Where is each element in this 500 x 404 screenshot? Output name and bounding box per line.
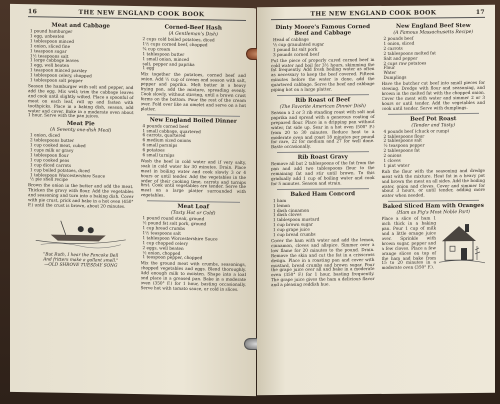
ingredient: 1 tablespoon celery, chopped	[30, 72, 92, 79]
recipe-subtitle: (A Seventy one-dish Meal)	[50, 127, 112, 134]
ingredient: 2 tablespoons melted fat	[383, 50, 436, 56]
right-running-title: THE NEW ENGLAND COOK BOOK	[310, 9, 437, 18]
ingredient: 1 onion, sliced fine	[30, 42, 71, 49]
ingredient: 6 small parsnips	[142, 142, 178, 148]
recipe-body: Mix the ground meat with crumbs, seasonings, chopped vegetables and eggs. Blend thoroughly. Add enough milk to moisten. Shape into a loaf and place in a greased pan. Bake in a moderate oven (350° F.) for 1 hour, basting occasionally. Serve hot with tomato sauce, or cold in slices.	[140, 260, 246, 292]
ingredient: 1 lemon	[273, 202, 291, 208]
ingredient-list	[30, 29, 134, 85]
ingredient: 6 medium sized onions	[142, 137, 192, 144]
ingredient: 1 cloves	[383, 157, 401, 163]
divider	[388, 113, 480, 115]
ingredient: 4 pounds corned beef	[142, 122, 189, 129]
left-page-number: 16	[28, 8, 38, 16]
recipe-title: Corned-Beef Hash	[164, 24, 222, 32]
recipe-title: Baked Ham Concord	[290, 190, 356, 198]
ingredient: ¾ cup cream	[142, 45, 171, 52]
divider	[277, 188, 369, 190]
ingredient: 1 dash cloves	[273, 212, 302, 218]
ingredient: 1 onion, diced	[30, 132, 60, 139]
recipe-body: Cover the ham with water and add the lemon, cinnamon, cloves and allspice. Simmer over a low flame for 20 minutes to the pound. Drain. Remove the skin and cut the fat in a crisscross design. Place in a roasting pan and cover with mustard, bread crumbs and brown sugar. Pour the grape juice over all and bake in a moderate oven (350° F.) for 1 hour, basting frequently. The grape juice gives the ham a delicious flavor and a pleasing reddish hue.	[271, 237, 375, 288]
ingredient: 1 tablespoon minced	[30, 38, 75, 44]
recipe-body: Wash the beef in cold water and if very salty, soak in cold water for 30 minutes. Drain. Place meat in boiling water and cook slowly 3 or 4 hours or until tender. Add the vegetables in the order of their cooking time, carrots and turnips first. Cook until vegetables are tender. Serve the meat on a large platter surrounded with vegetables.	[140, 158, 246, 198]
ingredient-list	[143, 216, 247, 262]
ingredient: Salt and pepper	[383, 55, 418, 61]
ingredient: 2 tablespoons fat	[383, 147, 420, 154]
recipe-subtitle: (Ham as Pig's Most Noble Part)	[396, 210, 470, 217]
ingredient: 1 cup brown sugar	[273, 221, 313, 228]
ingredient: 1 teaspoon sugar	[30, 47, 67, 54]
ingredient: 2 onions	[383, 152, 402, 159]
recipe-title: New England Beef Stew	[395, 23, 471, 30]
ingredient: 6 carrots, quartered	[142, 132, 186, 139]
recipe-body: Put the piece of properly cured corned beef in cold water and boil for 3½ hours, skimming the fat frequently. Add fresh boiling water as often as necessary to keep the beef covered. Fifteen minutes before the water is done, add the quartered cabbage. Serve the beef and cabbage piping hot on a large platter.	[271, 56, 375, 93]
recipe-title: Meat Pie	[66, 121, 95, 128]
ingredient-list	[384, 128, 486, 168]
right-col-2	[382, 21, 486, 392]
ingredient: 1 cup chopped celery	[142, 239, 188, 246]
ingredient-list	[273, 198, 375, 238]
divider	[388, 200, 480, 202]
ingredient: 1 tablespoon flour	[30, 152, 69, 158]
ingredient: 1 pound fat salt pork	[273, 46, 318, 52]
ingredient: 1 cup bread crumbs	[273, 231, 316, 238]
ingredient: 1 pound round steak, ground	[142, 215, 205, 222]
recipe-body: Have the butcher cut beef into small pieces for stewing. Dredge with flour and seasoning, and brown in the melted fat with the chopped onion. Cover the meat with water and simmer 2 or 3 hours or until tender. Add the vegetables and cook until tender. Serve with dumplings.	[381, 80, 485, 111]
ingredient: 4 pounds beef (chuck or rump)	[383, 127, 450, 134]
ingredient: 1 tablespoon butter	[142, 50, 185, 57]
ingredient: 1 large cabbage leaves	[30, 57, 79, 64]
ingredient: Dumplings	[383, 74, 407, 81]
left-col-1	[28, 20, 134, 392]
recipe-title: New England Boiled Dinner	[149, 116, 237, 125]
ingredient-list	[384, 36, 486, 81]
ingredient: 2 tablespoons butter	[30, 137, 74, 144]
ingredient: 1 cup boiled potatoes, diced	[30, 166, 90, 173]
ingredient: 1 egg, unbeaten	[30, 33, 65, 39]
left-running-head	[28, 8, 246, 21]
ingredient: 1 teaspoon minced parsley	[30, 67, 87, 74]
recipe-body: Season the hamburger with salt and pepper, and add the egg. Mix well; trim the cabbage leaves and cook until slightly wilted. Place a spoonful of meat on each leaf, roll up and fasten with toothpicks. Place in a baking dish, season, add water and cover. Bake in a moderate oven about 1 hour. Serve with the pan juices.	[28, 83, 134, 119]
recipe-body: Rub the flour with the seasoning and dredge meat with the mixture. Heat fat in a heavy pot and brown the meat on all sides. Add the boiling water, onion and cloves. Cover and simmer for about 3 hours, or until tender, adding more water when needed.	[381, 167, 485, 199]
left-page	[10, 4, 256, 396]
ingredient: 1 ham	[273, 197, 287, 203]
recipe-title: Beef Pot Roast	[410, 115, 457, 123]
ingredient: 2 cups raw potatoes	[383, 60, 427, 66]
ingredient: 1 small cabbage, quartered	[142, 127, 201, 134]
left-running-title: THE NEW ENGLAND COOK BOOK	[78, 9, 205, 19]
rowboat-icon	[28, 210, 134, 252]
right-running-head	[271, 9, 485, 20]
recipe-title: Rib Roast Gravy	[297, 154, 348, 162]
illustration-caption: "But Ruth, I hear the Pancake Bell And fritters make a gallant smell." —OLD SHROVE TUESDAY SONG	[43, 252, 119, 269]
recipe-subtitle: (Tasty Hot or Cold)	[171, 210, 216, 217]
ingredient: 1 tablespoon Worcestershire Sauce	[30, 171, 106, 179]
recipe-body: Mix together the potatoes, corned beef and onion. Add ½ cup of cream and season with salt, pepper and paprika. Melt butter in a heavy frying pan, add the mixture, spreading evenly. Cook slowly, without stirring, until a brown crust forms on the bottom. Pour the rest of the cream over. Fold over like an omelet and serve on a hot platter.	[140, 71, 246, 112]
recipe-subtitle: (The Favorite American Dinner Dish)	[279, 104, 366, 110]
recipe-subtitle: (A Famous Massachusetts Recipe)	[393, 29, 474, 36]
divider	[147, 200, 241, 203]
ingredient: 1 small onion, minced	[142, 55, 190, 62]
ingredient: 1 cups milk or gravy	[30, 147, 74, 153]
recipe-subtitle: (Tender and Tasty)	[411, 122, 456, 129]
ingredient: 1½ teaspoons salt	[142, 230, 181, 236]
left-col-2	[141, 22, 247, 394]
ingredient-list	[273, 37, 375, 58]
ingredient: 1 cup bread crumbs	[142, 225, 186, 231]
ingredient: 2 cups cold boiled potatoes, diced	[142, 36, 215, 43]
ingredient: 1½ cups corned beef, chopped	[142, 41, 208, 48]
divider	[277, 151, 369, 153]
ingredient: 1 cup cooked peas	[30, 157, 70, 163]
recipe-title: Rib Roast of Beef	[295, 97, 351, 104]
ingredient: 6 small turnips	[142, 152, 175, 158]
ingredient: 1 onion, sliced	[383, 40, 415, 46]
recipe-body: Remove all but 2 tablespoons of the fat from the pan and add two tablespoons flour to the remaining fat and stir until brown. To this gradually add 1 cup of boiling water and cook for 5 minutes. Season and strain.	[271, 160, 375, 186]
ingredient-list	[30, 134, 134, 185]
ingredient: 2 carrots	[383, 45, 403, 51]
recipe-title: Dinty Moore's Famous Corned Beef and Cabbage	[275, 24, 371, 37]
ingredient: 1 tablespoon Worcestershire Sauce	[142, 234, 218, 242]
ingredient: Head of cabbage	[273, 36, 309, 43]
ingredient: ½ pie shell recipe	[30, 176, 68, 183]
ingredient: 2 tablespoons salt	[383, 137, 422, 144]
ingredient: salt, pepper and paprika	[142, 60, 195, 67]
right-page	[257, 5, 495, 395]
ingredient-list	[143, 37, 247, 73]
right-page-number: 17	[475, 8, 485, 16]
rowboat-illustration	[28, 210, 134, 252]
ingredient: 2 tablespoons flour	[383, 132, 425, 139]
ingredient: 1 egg	[142, 65, 155, 71]
ingredient: 1 pound hamburger	[30, 28, 73, 34]
ingredient: 6 potatoes	[142, 147, 165, 153]
ingredient: 1 tablespoon mustard	[273, 216, 320, 223]
ingredient: 1½ teaspoons salt	[30, 52, 69, 59]
recipe-title: Meat and Cabbage	[51, 22, 110, 30]
ingredient: 1 tablespoon salt pepper	[30, 77, 83, 84]
divider	[147, 114, 241, 117]
ingredient: ½ cup granulated sugar	[273, 41, 325, 47]
recipe-body: Season a 2 or 3 rib standing roast with salt and paprika and spread with a generous coating of prepared flour. Place in a dripping pan without water, fat side up. Sear in a hot oven (500° F.) from 20 to 30 minutes. Reduce heat to a moderate oven and roast 18 minutes per pound for rare, 22 for medium and 27 for well done. Baste occasionally.	[271, 108, 375, 150]
ingredient: ½ onion, chopped	[142, 249, 181, 256]
ingredient: 1 pint water	[383, 162, 410, 168]
ingredient: 1 egg, well beaten	[30, 62, 70, 69]
recipe-body: Brown the onion in the butter and add the meat. Thicken the gravy with flour. Add the vegetables and seasoning and turn into a baking dish. Cover with pie crust, prick and bake in a hot oven (450° F.) until the crust is brown, about 20 minutes.	[28, 182, 134, 209]
ingredient: 3 pounds corned beef	[273, 51, 319, 57]
ingredient: Flour	[383, 65, 395, 71]
recipe-body: Place a slice of ham 1 inch thick in a baking pan. Pour 1 cup of milk and a little orange juice over. Sprinkle with brown sugar, pepper and a few cloves. Place a few orange slices on top of the ham and bake from 15 to 20 minutes in a moderate oven (350° F.).	[381, 215, 436, 271]
ingredient: 1 dash cinnamon	[273, 207, 310, 213]
recipe-title: Baked Sliced Ham with Oranges	[382, 203, 484, 211]
recipe-subtitle: (A Gentleman's Dish)	[168, 31, 218, 38]
right-col-1	[271, 22, 375, 393]
ingredient: 1 cup grape juice	[273, 226, 310, 233]
ingredient-list	[143, 124, 247, 160]
ingredient: 2 pounds beef	[383, 35, 414, 41]
ingredient: ½ teaspoon pepper	[383, 142, 425, 149]
ingredient: ½ pound fat salt pork, ground	[142, 220, 207, 227]
farmhouse-illustration-icon	[439, 216, 485, 268]
ingredient: Water	[383, 70, 397, 76]
divider	[277, 94, 369, 96]
recipe-title: Meat Loaf	[177, 203, 210, 211]
ingredient: 1 cup diced carrots	[30, 161, 72, 168]
ingredient: 1 teaspoon pepper, chopped	[142, 254, 203, 261]
ingredient: 2 eggs, well beaten	[142, 244, 184, 251]
ingredient: 1 cup cooked meat, cubed	[30, 142, 86, 149]
